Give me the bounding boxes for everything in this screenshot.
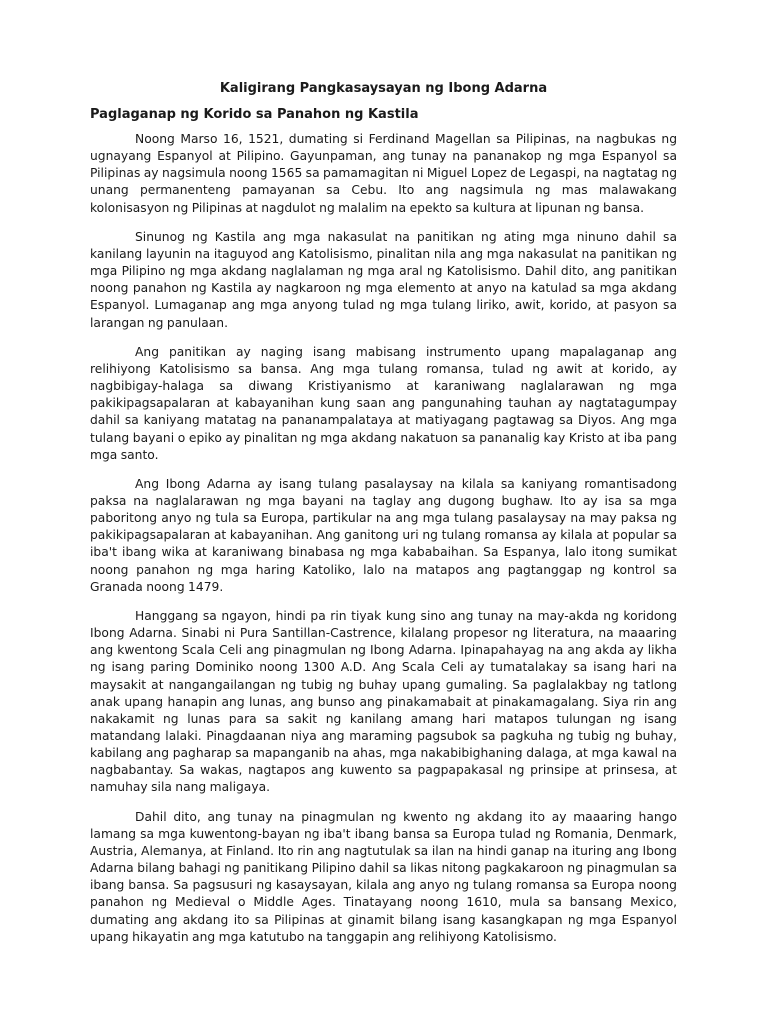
paragraph-1: Noong Marso 16, 1521, dumating si Ferdinand Magellan sa Pilipinas, na nagbukas ng ugnayang Espanyol at Pilipino. Gayunpaman, ang tunay na pananakop ng mga Espanyol sa Pilipinas ay nagsimula noong 1565 sa pamamagitan ni Miguel Lopez de Legaspi, na nagtatag ng unang permanenteng pamayanan sa Cebu. Ito ang nagsimula ng mas malawakang kolonisasyon ng Pilipinas at nagdulot ng malalim na epekto sa kultura at lipunan ng bansa. [90,132,677,215]
document-title: Kaligirang Pangkasaysayan ng Ibong Adarna [219,81,548,96]
paragraph-6: Dahil dito, ang tunay na pinagmulan ng kwento ng akdang ito ay maaaring hango lamang sa mga kuwentong-bayan ng iba't ibang bansa sa Europa tulad ng Romania, Denmark, Austria, Alemanya, at Finland. Ito rin ang nagtutulak sa ilan na hindi ganap na ituring ang Ibong Adarna bilang bahagi ng panitikang Pilipino dahil sa likas nitong pagkakaroon ng pinagmulan sa ibang bansa. Sa pagsusuri ng kasaysayan, kilala ang anyo ng tulang romansa sa Europa noong panahon ng Medieval o Middle Ages. Tinatayang noong 1610, mula sa bansang Mexico, dumating ang akdang ito sa Pilipinas at ginamit bilang isang kasangkapan ng mga Espanyol upang hikayatin ang mga katutubo na tanggapin ang relihiyong Katolisismo. [90,809,677,944]
document-page [90,80,677,958]
section-heading: Paglaganap ng Korido sa Panahon ng Kastila [90,107,419,122]
paragraph-3: Ang panitikan ay naging isang mabisang instrumento upang mapalaganap ang relihiyong Katolisismo sa bansa. Ang mga tulang romansa, tulad ng awit at korido, ay nagbibigay-halaga sa diwang Kristiyanismo at karaniwang naglalarawan ng mga pakikipagsapalaran at kabayanihan kung saan ang pangunahing tauhan ay nagtatagumpay dahil sa kaniyang matatag na pananampalataya at matiyagang pagtawag sa Diyos. Ang mga tulang bayani o epiko ay pinalitan ng mga akdang nakatuon sa pananalig kay Kristo at iba pang mga santo. [90,344,677,462]
paragraph-5: Hanggang sa ngayon, hindi pa rin tiyak kung sino ang tunay na may-akda ng koridong Ibong Adarna. Sinabi ni Pura Santillan-Castrence, kilalang propesor ng literatura, na maaaring ang kwentong Scala Celi ang pinagmulan ng Ibong Adarna. Ipinapahayag na ang akda ay likha ng isang paring Dominiko noong 1300 A.D. Ang Scala Celi ay tumatalakay sa isang hari na maysakit at nangangailangan ng tubig ng buhay upang gumaling. Sa paglalakbay ng tatlong anak upang hanapin ang lunas, ang bunso ang pinakamabait at pinakamagalang. Siya rin ang nakakamit ng lunas para sa sakit ng kanilang amang hari matapos tulungan ng isang matandang lalaki. Pinagdaanan niya ang maraming pagsubok sa pagkuha ng tubig ng buhay, kabilang ang pagharap sa mapanganib na ahas, mga nakabibighaning dalaga, at mga kawal na nagbabantay. Sa wakas, nagtapos ang kuwento sa pagpapakasal ng prinsipe at prinsesa, at namuhay sila nang maligaya. [90,608,677,795]
paragraph-4: Ang Ibong Adarna ay isang tulang pasalaysay na kilala sa kaniyang romantisadong paksa na naglalarawan ng mga bayani na taglay ang dugong bughaw. Ito ay isa sa mga paboritong anyo ng tula sa Europa, partikular na ang mga tulang pasalaysay na may paksa ng pakikipagsapalaran at kabayanihan. Ang ganitong uri ng tulang romansa ay kilala at popular sa iba't ibang wika at karaniwang binabasa ng mga kababaihan. Sa Espanya, lalo itong sumikat noong panahon ng mga haring Katoliko, lalo na matapos ang pagtanggap ng kontrol sa Granada noong 1479. [90,476,677,594]
paragraph-2: Sinunog ng Kastila ang mga nakasulat na panitikan ng ating mga ninuno dahil sa kanilang layunin na itaguyod ang Katolisismo, pinalitan nila ang mga nakasulat na panitikan ng mga Pilipino ng mga akdang naglalaman ng mga aral ng Katolisismo. Dahil dito, ang panitikan noong panahon ng Kastila ay nagkaroon ng mga elemento at anyo na katulad sa mga akdang Espanyol. Lumaganap ang mga anyong tulad ng mga tulang liriko, awit, korido, at pasyon sa larangan ng panulaan. [90,229,677,330]
